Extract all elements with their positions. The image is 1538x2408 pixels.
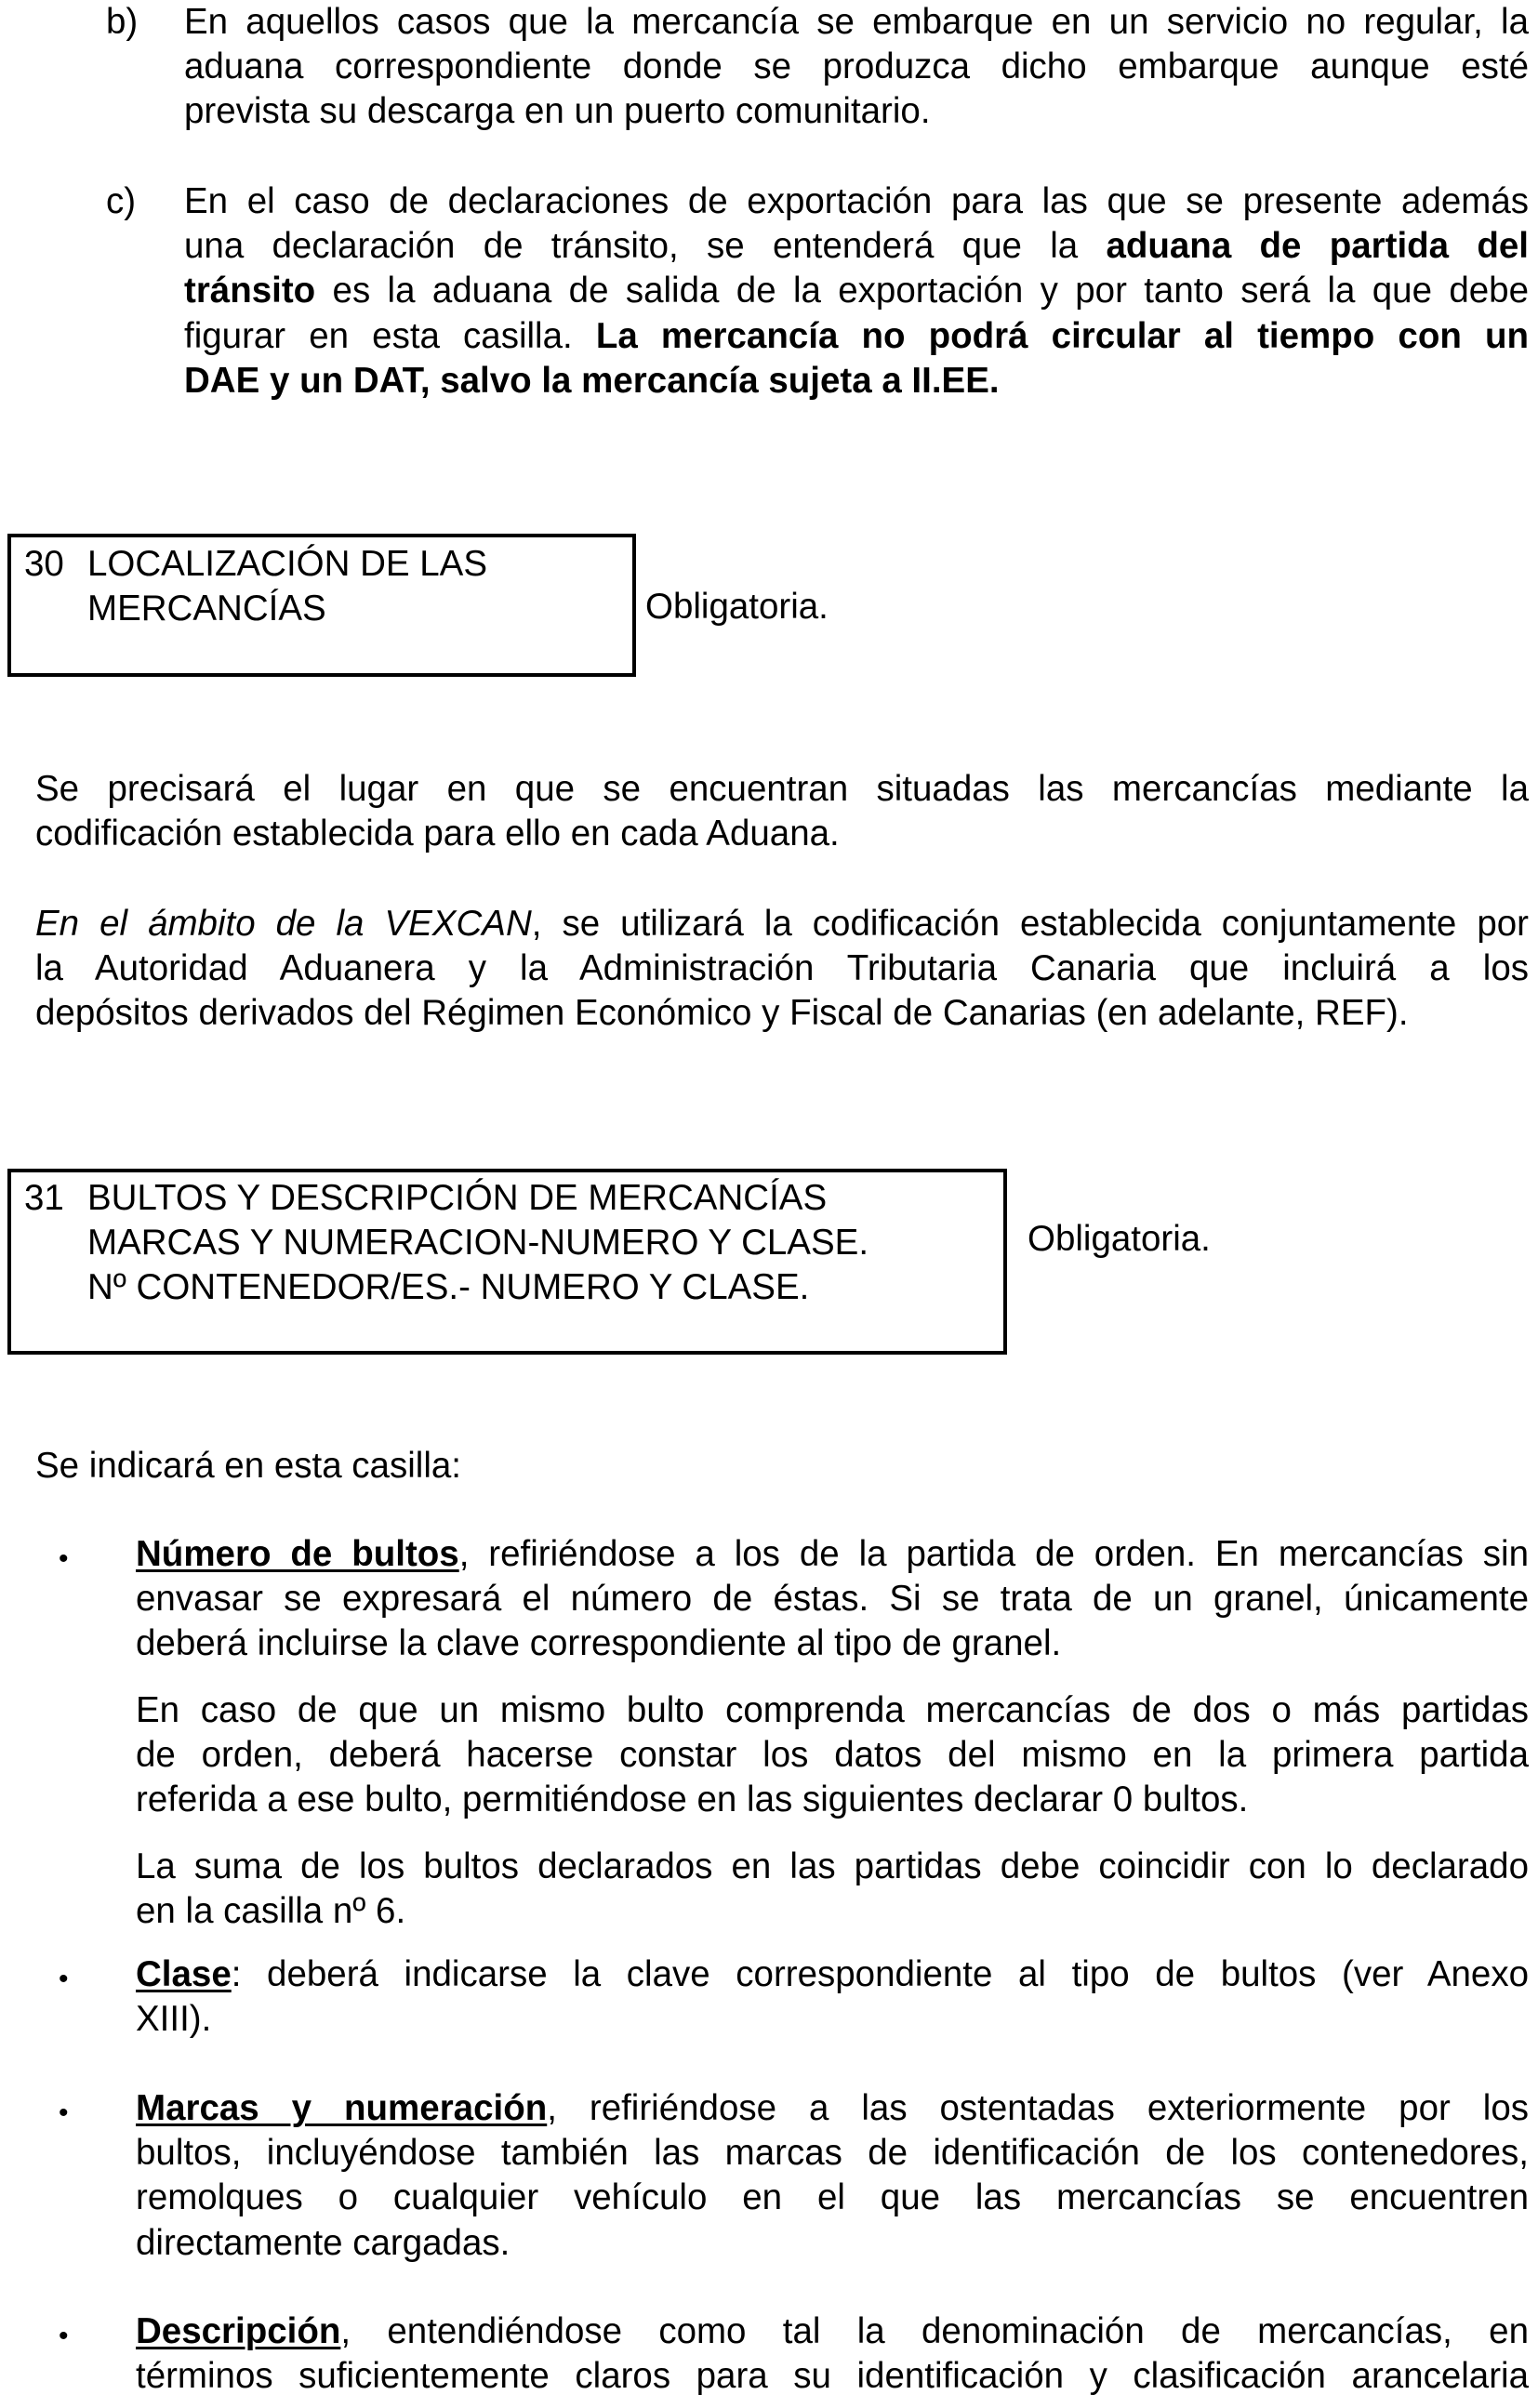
- paragraph: [35, 902, 1529, 1037]
- text-line: referida a ese bulto, permitiéndose en las siguientes declarar 0 bultos.: [136, 1780, 1249, 1820]
- term-label: Número de bultos: [136, 1534, 459, 1574]
- text-line: [184, 224, 1529, 269]
- text-line: de orden, deberá hacerse constar los datos del mismo en la primera partida: [136, 1735, 1529, 1776]
- text-line: XIII).: [136, 1999, 212, 2040]
- text-line: directamente cargadas.: [136, 2222, 510, 2263]
- text-line: términos suficientemente claros para su identificación y clasificación arancelaria: [136, 2356, 1529, 2397]
- list-marker: c): [106, 181, 137, 221]
- field-number: 30: [24, 544, 64, 584]
- text-run: figurar en esta casilla.: [184, 315, 596, 356]
- term-label: Descripción: [136, 2311, 341, 2351]
- text-line: aduana correspondiente donde se produzca dicho embarque aunque esté: [184, 46, 1529, 87]
- list-item-text: [184, 179, 1529, 404]
- bold-run: La mercancía no podrá circular al tiempo con un: [595, 315, 1529, 356]
- text-line: remolques o cualquier vehículo en el que las mercancías se encuentren: [136, 2177, 1529, 2218]
- text-line: En aquellos casos que la mercancía se embarque en un servicio no regular, la: [184, 2, 1529, 42]
- field-title-line: LOCALIZACIÓN DE LAS: [87, 544, 488, 584]
- bullet-text: [136, 1532, 1529, 1667]
- field-title-line: MERCANCÍAS: [87, 589, 326, 629]
- field-status: Obligatoria.: [645, 587, 829, 627]
- field-title-line: BULTOS Y DESCRIPCIÓN DE MERCANCÍAS: [87, 1178, 828, 1218]
- term-label: Marcas y numeración: [136, 2088, 548, 2128]
- bullet-icon: •: [59, 2097, 69, 2128]
- text-run: , refiriéndose a los de la partida de orden. En mercancías sin: [458, 1534, 1529, 1574]
- paragraph: [35, 767, 1529, 856]
- text-line: [184, 314, 1529, 359]
- text-line: [136, 1532, 1529, 1577]
- text-line: codificación establecida para ello en cada Aduana.: [35, 814, 840, 854]
- text-line: [136, 2086, 1529, 2131]
- text-line: [136, 1952, 1529, 1997]
- text-run: , se utilizará la codificación establecida conjuntamente por: [531, 904, 1529, 944]
- bullet-text: [136, 2086, 1529, 2266]
- field-title-line: Nº CONTENEDOR/ES.- NUMERO Y CLASE.: [87, 1267, 810, 1308]
- text-run: una declaración de tránsito, se entenderá que la: [184, 226, 1107, 267]
- bullet-subparagraph: [136, 1688, 1529, 1823]
- text-run: es la aduana de salida de la exportación y por tanto será la que debe: [315, 271, 1529, 311]
- field-number: 31: [24, 1178, 64, 1218]
- text-run: , refiriéndose a las ostentadas exteriormente por los: [547, 2088, 1529, 2128]
- italic-run: En el ámbito de la VEXCAN: [35, 904, 532, 944]
- bullet-text: [136, 2309, 1529, 2399]
- text-line: prevista su descarga en un puerto comunitario.: [184, 91, 931, 132]
- field-status: Obligatoria.: [1028, 1219, 1211, 1259]
- text-line: bultos, incluyéndose también las marcas de identificación de los contenedores,: [136, 2133, 1529, 2174]
- text-line: DAE y un DAT, salvo la mercancía sujeta a II.EE.: [184, 360, 1000, 401]
- bullet-icon: •: [59, 2321, 69, 2351]
- text-line: [35, 902, 1529, 946]
- text-line: [184, 269, 1529, 313]
- field-box-30: [7, 534, 636, 677]
- field-box-31: [7, 1169, 1007, 1355]
- text-line: en la casilla nº 6.: [136, 1891, 406, 1932]
- bullet-icon: •: [59, 1964, 69, 1994]
- bullet-subparagraph: [136, 1845, 1529, 1934]
- bold-run: tránsito: [184, 271, 316, 311]
- text-line: envasar se expresará el número de éstas. Si se trata de un granel, únicamente: [136, 1579, 1529, 1620]
- list-marker: b): [106, 2, 139, 42]
- text-line: deberá incluirse la clave correspondiente al tipo de granel.: [136, 1623, 1062, 1664]
- bullet-text: [136, 1952, 1529, 2042]
- intro-text: Se indicará en esta casilla:: [35, 1446, 461, 1486]
- field-title-line: MARCAS Y NUMERACION-NUMERO Y CLASE.: [87, 1223, 869, 1264]
- text-line: En el caso de declaraciones de exportación para las que se presente además: [184, 181, 1529, 221]
- text-line: La suma de los bultos declarados en las partidas debe coincidir con lo declarado: [136, 1846, 1529, 1886]
- term-label: Clase: [136, 1954, 232, 1994]
- text-line: Se precisará el lugar en que se encuentran situadas las mercancías mediante la: [35, 769, 1529, 809]
- field-title: [87, 542, 487, 631]
- text-run: : deberá indicarse la clave correspondiente al tipo de bultos (ver Anexo: [231, 1954, 1529, 1994]
- bullet-icon: •: [59, 1543, 69, 1574]
- text-line: depósitos derivados del Régimen Económico y Fiscal de Canarias (en adelante, REF).: [35, 993, 1409, 1034]
- text-line: la Autoridad Aduanera y la Administración Tributaria Canaria que incluirá a los: [35, 948, 1529, 989]
- text-line: [136, 2309, 1529, 2354]
- field-title: [87, 1176, 868, 1311]
- bold-run: aduana de partida del: [1106, 226, 1529, 267]
- text-run: , entendiéndose como tal la denominación de mercancías, en: [340, 2311, 1529, 2351]
- list-item-text: [184, 0, 1529, 135]
- text-line: En caso de que un mismo bulto comprenda mercancías de dos o más partidas: [136, 1690, 1529, 1730]
